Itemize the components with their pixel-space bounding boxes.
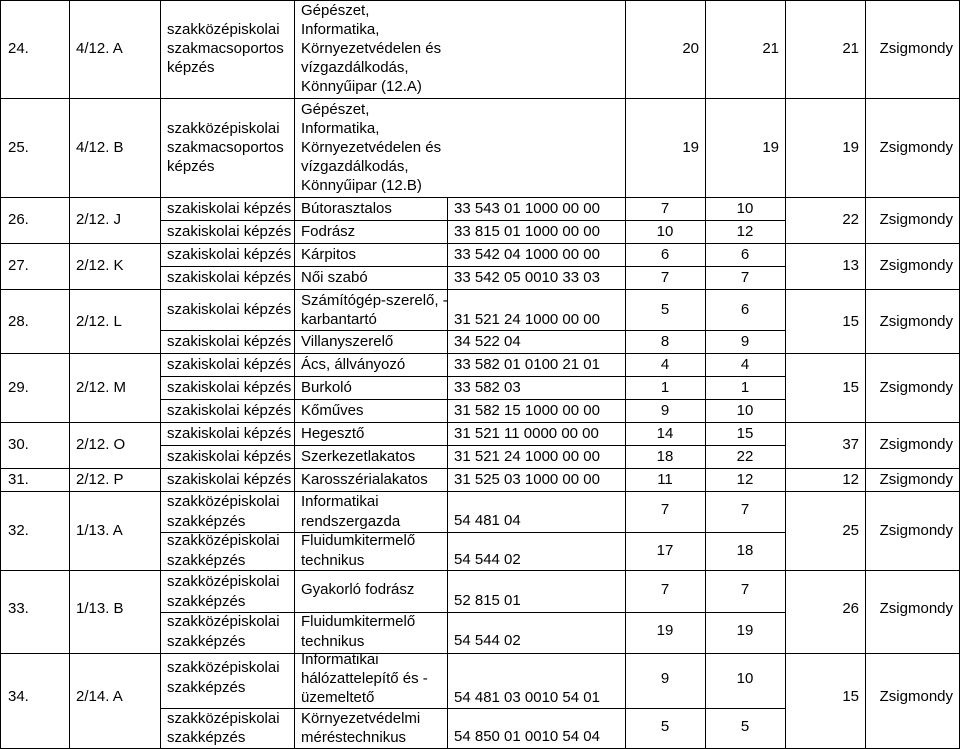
class-code: 4/12. A — [76, 40, 123, 57]
row-number: 31. — [8, 471, 29, 488]
training-type: szakképzés — [167, 593, 246, 610]
total-value: 13 — [842, 257, 859, 274]
training-type: szakiskolai képzés — [167, 200, 292, 217]
grid-line — [785, 0, 786, 749]
count-value: 22 — [736, 448, 754, 465]
training-type: szakiskolai képzés — [167, 379, 292, 396]
count-value: 19 — [762, 139, 779, 156]
grid-line — [160, 266, 785, 267]
training-type: szakiskolai képzés — [167, 301, 292, 318]
profession-name: technikus — [301, 633, 365, 650]
profession-name: Környezetvédelen és — [301, 40, 442, 57]
training-type: szakiskolai képzés — [167, 402, 292, 419]
profession-code: 33 815 01 1000 00 00 — [454, 223, 600, 240]
count-value: 9 — [740, 333, 750, 350]
profession-name: Kőműves — [301, 402, 364, 419]
row-number: 30. — [8, 436, 29, 453]
class-code: 2/12. L — [76, 313, 122, 330]
profession-code: 33 542 05 0010 33 03 — [454, 269, 600, 286]
grid-line — [294, 0, 295, 749]
count-value: 11 — [657, 471, 673, 488]
profession-name: Informatika, — [301, 21, 380, 38]
grid-line — [0, 570, 960, 571]
class-code: 4/12. B — [76, 139, 124, 156]
total-value: 37 — [842, 436, 859, 453]
count-value: 7 — [740, 501, 750, 518]
grid-line — [865, 0, 866, 749]
count-value: 19 — [736, 622, 754, 639]
grid-line — [0, 653, 960, 654]
school-name: Zsigmondy — [879, 211, 953, 228]
count-value: 10 — [736, 402, 754, 419]
training-type: szakközépiskolai — [167, 613, 280, 630]
training-type: szakközépiskolai — [167, 573, 280, 590]
count-value: 6 — [660, 246, 670, 263]
profession-name: Gyakorló fodrász — [301, 581, 415, 598]
profession-name: rendszergazda — [301, 513, 401, 530]
school-name: Zsigmondy — [879, 379, 953, 396]
row-number: 25. — [8, 139, 29, 156]
row-number: 29. — [8, 379, 29, 396]
profession-name: Karosszérialakatos — [301, 471, 428, 488]
training-type: szakiskolai képzés — [167, 333, 292, 350]
profession-name: Környezetvédelen és — [301, 139, 442, 156]
training-type: szakképzés — [167, 513, 246, 530]
grid-line — [160, 445, 785, 446]
training-type: képzés — [167, 158, 215, 175]
training-type: szakképzés — [167, 679, 246, 696]
grid-line — [160, 220, 785, 221]
profession-code: 33 543 01 1000 00 00 — [454, 200, 600, 217]
total-value: 25 — [842, 522, 859, 539]
profession-code: 31 521 11 0000 00 00 — [454, 425, 599, 442]
count-value: 4 — [660, 356, 670, 373]
count-value: 7 — [740, 581, 750, 598]
count-value: 1 — [740, 379, 750, 396]
count-value: 12 — [736, 471, 754, 488]
count-value: 6 — [740, 301, 750, 318]
count-value: 10 — [736, 200, 754, 217]
training-type: szakiskolai képzés — [167, 223, 292, 240]
training-type: szakiskolai képzés — [167, 269, 292, 286]
count-value: 19 — [656, 622, 674, 639]
profession-name: Gépészet, — [301, 101, 370, 118]
profession-code: 54 481 03 0010 54 01 — [454, 689, 600, 706]
profession-code: 33 582 03 — [454, 379, 521, 396]
profession-code: 54 544 02 — [454, 551, 521, 568]
count-value: 7 — [660, 200, 670, 217]
count-value: 5 — [660, 301, 670, 318]
profession-name: Bútorasztalos — [301, 200, 392, 217]
grid-line — [447, 197, 448, 749]
profession-code: 31 521 24 1000 00 00 — [454, 311, 600, 328]
row-number: 34. — [8, 688, 29, 705]
count-value: 4 — [740, 356, 750, 373]
training-type: szakközépiskolai — [167, 493, 280, 510]
training-type: szakközépiskolai — [167, 21, 280, 38]
profession-name: méréstechnikus — [301, 729, 407, 746]
training-type: szakiskolai képzés — [167, 471, 292, 488]
profession-name: vízgazdálkodás, — [301, 59, 409, 76]
count-value: 10 — [736, 670, 754, 687]
training-type: szakiskolai képzés — [167, 246, 292, 263]
class-code: 2/14. A — [76, 688, 123, 705]
count-value: 10 — [656, 223, 674, 240]
grid-line — [160, 0, 161, 749]
count-value: 15 — [736, 425, 754, 442]
count-value: 17 — [656, 542, 674, 559]
school-name: Zsigmondy — [879, 40, 953, 57]
grid-line — [160, 399, 785, 400]
school-name: Zsigmondy — [879, 471, 953, 488]
count-value: 8 — [660, 333, 670, 350]
count-value: 18 — [656, 448, 674, 465]
school-name: Zsigmondy — [879, 522, 953, 539]
training-type: szakképzés — [167, 633, 246, 650]
training-type: szakképzés — [167, 729, 246, 746]
count-value: 9 — [660, 402, 670, 419]
training-type: szakiskolai képzés — [167, 448, 292, 465]
class-code: 2/12. P — [76, 471, 124, 488]
grid-line — [0, 468, 960, 469]
profession-name: Hegesztő — [301, 425, 365, 442]
profession-code: 34 522 04 — [454, 333, 521, 350]
profession-code: 31 521 24 1000 00 00 — [454, 448, 600, 465]
grid-line — [0, 289, 960, 290]
total-value: 15 — [842, 688, 859, 705]
profession-name: Fodrász — [301, 223, 356, 240]
school-name: Zsigmondy — [879, 139, 953, 156]
profession-code: 33 542 04 1000 00 00 — [454, 246, 600, 263]
count-value: 7 — [660, 581, 670, 598]
total-value: 19 — [842, 139, 859, 156]
count-value: 5 — [660, 718, 670, 735]
row-number: 24. — [8, 40, 29, 57]
class-code: 2/12. K — [76, 257, 124, 274]
total-value: 26 — [842, 600, 859, 617]
grid-line — [0, 98, 960, 99]
profession-code: 33 582 01 0100 21 01 — [454, 356, 600, 373]
profession-name: Környezetvédelmi — [301, 710, 421, 727]
school-name: Zsigmondy — [879, 313, 953, 330]
count-value: 12 — [736, 223, 754, 240]
school-name: Zsigmondy — [879, 600, 953, 617]
profession-name: hálózattelepítő és - — [301, 670, 428, 687]
grid-line — [0, 0, 960, 1]
profession-code: 54 544 02 — [454, 632, 521, 649]
count-value: 9 — [660, 670, 670, 687]
training-type: szakmacsoportos — [167, 40, 284, 57]
class-code: 1/13. A — [76, 522, 123, 539]
grid-line — [0, 0, 1, 749]
profession-name: Ács, állványozó — [301, 356, 406, 373]
count-value: 19 — [682, 139, 699, 156]
profession-name: Kárpitos — [301, 246, 357, 263]
profession-name: Fluidumkitermelő — [301, 613, 416, 630]
profession-name: Informatikai — [301, 651, 379, 668]
total-value: 15 — [842, 313, 859, 330]
grid-line — [160, 376, 785, 377]
class-code: 2/12. M — [76, 379, 127, 396]
grid-line — [0, 243, 960, 244]
profession-name: Szerkezetlakatos — [301, 448, 416, 465]
profession-name: Számítógép-szerelő, - — [301, 292, 448, 309]
grid-line — [0, 353, 960, 354]
profession-name: Gépészet, — [301, 2, 370, 19]
count-value: 5 — [740, 718, 750, 735]
count-value: 7 — [660, 269, 670, 286]
grid-line — [160, 330, 785, 331]
grid-line — [0, 491, 960, 492]
profession-code: 31 525 03 1000 00 00 — [454, 471, 600, 488]
count-value: 21 — [762, 40, 779, 57]
profession-name: Informatikai — [301, 493, 379, 510]
row-number: 28. — [8, 313, 29, 330]
profession-name: technikus — [301, 552, 365, 569]
count-value: 7 — [660, 501, 670, 518]
training-type: képzés — [167, 59, 215, 76]
count-value: 1 — [660, 379, 670, 396]
school-name: Zsigmondy — [879, 688, 953, 705]
profession-name: Burkoló — [301, 379, 352, 396]
total-value: 15 — [842, 379, 859, 396]
school-name: Zsigmondy — [879, 436, 953, 453]
profession-name: Női szabó — [301, 269, 368, 286]
profession-name: Könnyűipar (12.A) — [301, 78, 422, 95]
profession-name: Fluidumkitermelő — [301, 532, 416, 549]
profession-name: karbantartó — [301, 311, 377, 328]
training-type: szakközépiskolai — [167, 532, 280, 549]
profession-code: 31 582 15 1000 00 00 — [454, 402, 600, 419]
row-number: 32. — [8, 522, 29, 539]
training-type: szakiskolai képzés — [167, 425, 292, 442]
row-number: 27. — [8, 257, 29, 274]
profession-name: vízgazdálkodás, — [301, 158, 409, 175]
training-type: szakmacsoportos — [167, 139, 284, 156]
profession-code: 52 815 01 — [454, 592, 521, 609]
grid-line — [0, 197, 960, 198]
grid-line — [0, 422, 960, 423]
class-code: 2/12. O — [76, 436, 126, 453]
count-value: 14 — [656, 425, 674, 442]
profession-code: 54 850 01 0010 54 04 — [454, 728, 600, 745]
training-type: szakközépiskolai — [167, 710, 280, 727]
training-type: szakiskolai képzés — [167, 356, 292, 373]
profession-name: Villanyszerelő — [301, 333, 394, 350]
grid-line — [69, 0, 70, 749]
training-type: szakközépiskolai — [167, 120, 280, 137]
count-value: 18 — [736, 542, 754, 559]
count-value: 7 — [740, 269, 750, 286]
class-code: 1/13. B — [76, 600, 124, 617]
class-code: 2/12. J — [76, 211, 122, 228]
total-value: 22 — [842, 211, 859, 228]
row-number: 33. — [8, 600, 29, 617]
school-name: Zsigmondy — [879, 257, 953, 274]
count-value: 20 — [682, 40, 699, 57]
profession-name: üzemeltető — [301, 689, 375, 706]
total-value: 21 — [842, 40, 859, 57]
training-type: szakképzés — [167, 552, 246, 569]
total-value: 12 — [842, 471, 859, 488]
count-value: 6 — [740, 246, 750, 263]
profession-code: 54 481 04 — [454, 512, 521, 529]
profession-name: Informatika, — [301, 120, 380, 137]
profession-name: Könnyűipar (12.B) — [301, 177, 422, 194]
row-number: 26. — [8, 211, 29, 228]
training-type: szakközépiskolai — [167, 659, 280, 676]
